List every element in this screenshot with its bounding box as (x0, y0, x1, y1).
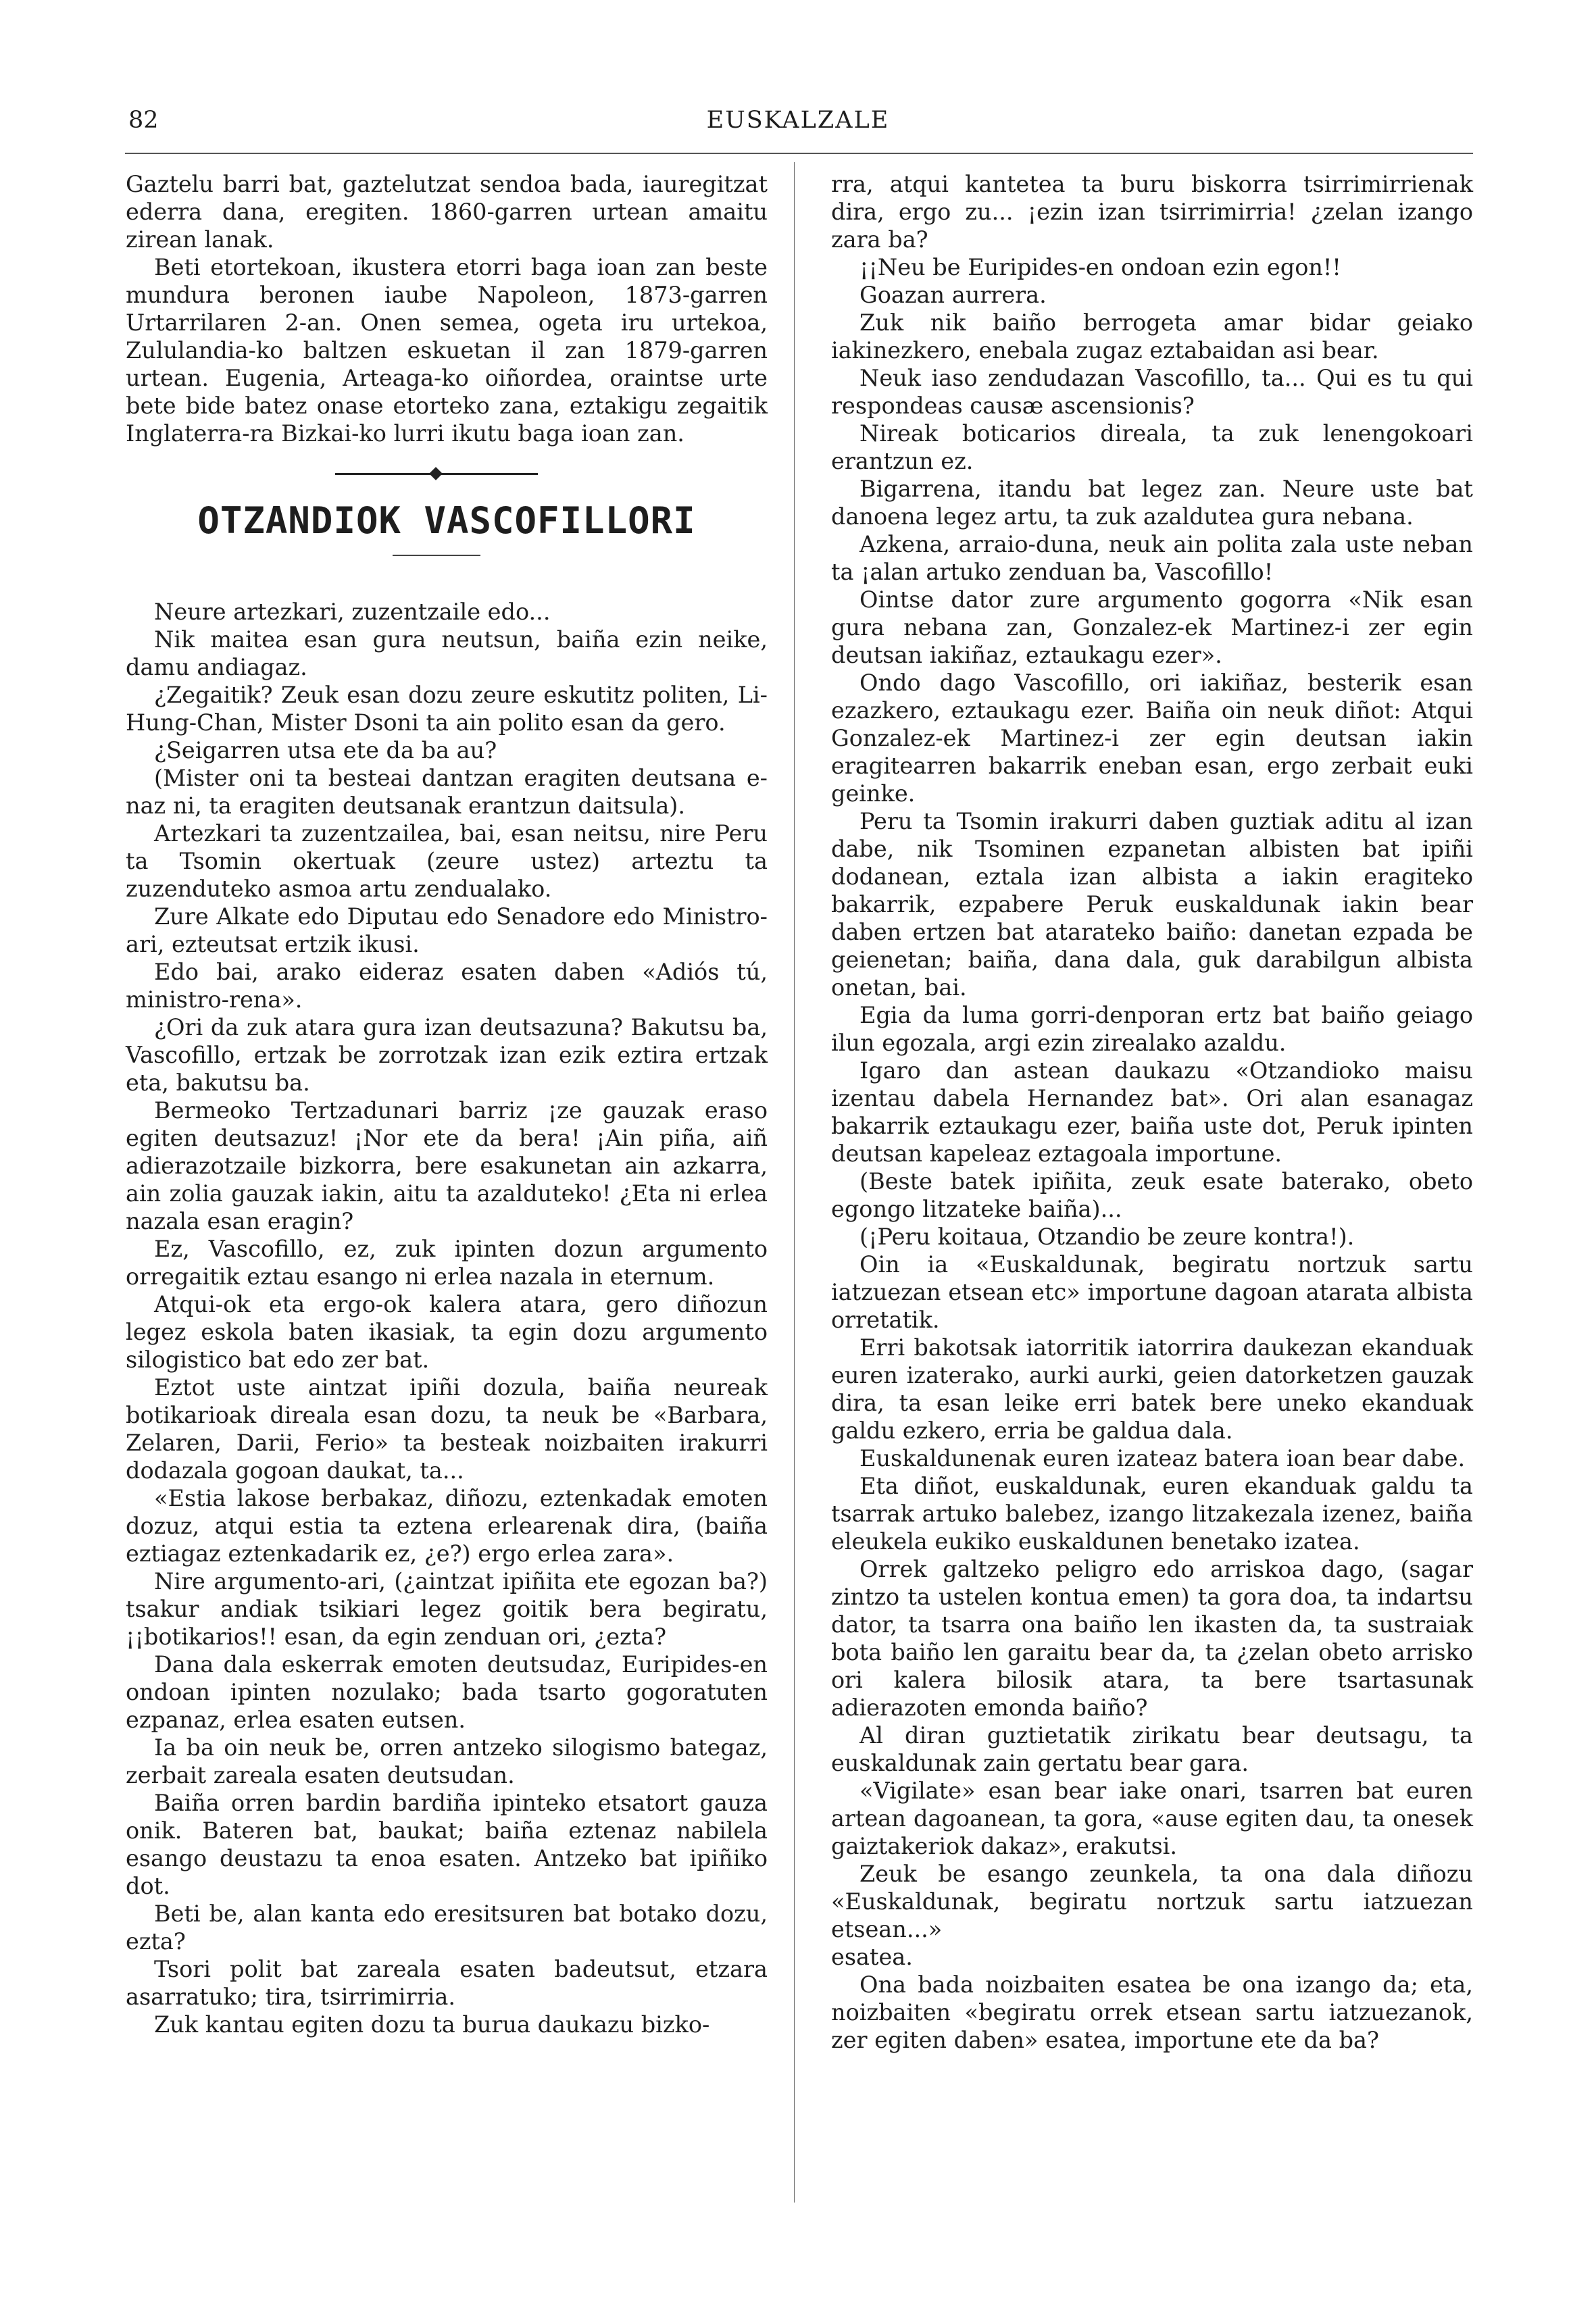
paragraph: (Mister oni ta besteai dantzan eragiten deutsana e-naz ni, ta eragiten deutsanak erantzun daitsula). (126, 765, 768, 819)
paragraph: Ointse dator zure argumento gogorra «Nik esan gura nebana zan, Gonzalez-ek Martinez-i zer egin deutsan iakiñaz, eztaukagu ezer». (831, 586, 1473, 668)
paragraph: Bermeoko Tertzadunari barriz ¡ze gauzak eraso egiten deutsazuz! ¡Nor ete da bera! ¡Ain piña, aiñ adierazotzaile bizkorra, bere esakunetan ain azkarra, ain zolia gauzak iakin, aitu ta azalduteko! ¿Eta ni erlea nazala esan eragin? (126, 1097, 768, 1234)
paragraph: Igaro dan astean daukazu «Otzandioko maisu izentau dabela Hernandez bat». Ori alan esanagaz bakarrik eztaukagu ezer, baiña uste dot, Peruk ipinten deutsan kapeleaz eztagoala importune. (831, 1057, 1473, 1167)
paragraph: Euskaldunenak euren izateaz batera ioan bear dabe. (859, 1445, 1466, 1472)
paragraph: «Estia lakose berbakaz, diñozu, eztenkadak emoten dozuz, atqui estia ta eztena erlearenak dira, (baiña eztiagaz eztenkadarik ez, ¿e?) ergo erlea zara». (126, 1485, 768, 1567)
paragraph: Neure artezkari, zuzentzaile edo... (154, 599, 551, 625)
paragraph: ¿Seigarren utsa ete da ba au? (154, 737, 497, 763)
paragraph: Oin ia «Euskaldunak, begiratu nortzuk sartu iatzuezan etsean etc» importune dagoan atarata albista orretatik. (831, 1251, 1473, 1333)
paragraph: ¿Zegaitik? Zeuk esan dozu zeure eskutitz politen, Li-Hung-Chan, Mister Dsoni ta ain polito esan da gero. (126, 682, 768, 736)
paragraph: Nireak boticarios direala, ta zuk lenengokoari erantzun ez. (831, 420, 1473, 474)
article-title: OTZANDIOK VASCOFILLORI (197, 499, 696, 542)
paragraph: ¡¡Neu be Euripides-en ondoan ezin egon!! (859, 254, 1341, 280)
paragraph: Azkena, arraio-duna, neuk ain polita zala uste neban ta ¡alan artuko zenduan ba, Vascofillo! (831, 531, 1473, 585)
paragraph: Zuk kantau egiten dozu ta burua daukazu bizko- (154, 2011, 710, 2038)
paragraph: (¡Peru koitaua, Otzandio be zeure kontra!). (859, 1224, 1355, 1250)
paragraph: Eta diñot, euskaldunak, euren ekanduak galdu ta tsarrak artuko balebez, izango litzakezala izenez, baiña eleukela eukiko euskaldunen benetako izatea. (831, 1473, 1473, 1555)
running-title: EUSKALZALE (706, 107, 890, 134)
paragraph: Zure Alkate edo Diputau edo Senadore edo Ministro-ari, ezteutsat ertzik ikusi. (126, 903, 768, 957)
paragraph: Egia da luma gorri-denporan ertz bat baiño geiago ilun egozala, argi ezin zirealako azaldu. (831, 1002, 1473, 1056)
page-number: 82 (128, 107, 159, 134)
paragraph: esatea. (831, 1944, 913, 1970)
left-column (126, 170, 768, 2038)
paragraph: Beti etortekoan, ikustera etorri baga ioan zan beste mundura beronen iaube Napoleon, 1873-garren Urtarrilaren 2-an. Onen semea, ogeta iru urtekoa, Zululandia-ko baltzen eskuetan il zan 1879-garren urtean. Eugenia, Arteaga-ko oiñordea, oraintse urte bete bide batez onase etorteko zana, eztakigu zegaitik Inglaterra-ra Bizkai-ko lurri ikutu baga ioan zan. (126, 254, 768, 447)
paragraph: ¿Ori da zuk atara gura izan deutsazuna? Bakutsu ba, Vascofillo, ertzak be zorrotzak izan ezik eztira ertzak eta, bakutsu ba. (126, 1014, 768, 1096)
paragraph: Erri bakotsak iatorritik iatorrira daukezan ekanduak euren izaterako, aurki aurki, geien datorketzen gauzak dira, ta esan leike erri batek bere uneko ekanduak galdu ezkero, erria be galdua dala. (831, 1334, 1473, 1444)
paragraph: rra, atqui kantetea ta buru biskorra tsirrimirrienak dira, ergo zu... ¡ezin izan tsirrimirria! ¿zelan izango zara ba? (831, 171, 1473, 253)
paragraph: Nire argumento-ari, (¿aintzat ipiñita ete egozan ba?) tsakur andiak tsikiari legez goitik bera begiratu, ¡¡botikarios!! esan, da egin zenduan ori, ¿ezta? (126, 1568, 768, 1650)
paragraph: Atqui-ok eta ergo-ok kalera atara, gero diñozun legez eskola baten ikasiak, ta egin dozu argumento silogistico bat edo zer bat. (126, 1291, 768, 1373)
paragraph: Edo bai, arako eideraz esaten daben «Adiós tú, ministro-rena». (126, 959, 768, 1013)
paragraph: «Vigilate» esan bear iake onari, tsarren bat euren artean dagoanean, ta gora, «ause egiten dau, ta onesek gaiztakeriok dakaz», erakutsi. (831, 1778, 1473, 1859)
paragraph: Tsori polit bat zareala esaten badeutsut, etzara asarratuko; tira, tsirrimirria. (126, 1956, 768, 2010)
paragraph: Gaztelu barri bat, gaztelutzat sendoa bada, iauregitzat ederra dana, eregiten. 1860-garren urtean amaitu zirean lanak. (126, 171, 768, 253)
paragraph: Ona bada noizbaiten esatea be ona izango da; eta, noizbaiten «begiratu orrek etsean sartu iatzuezanok, zer egiten daben» esatea, importune ete da ba? (831, 1971, 1473, 2053)
column-divider (794, 162, 795, 2203)
ornament-divider (126, 447, 768, 486)
paragraph: Nik maitea esan gura neutsun, baiña ezin neike, damu andiagaz. (126, 626, 768, 680)
paragraph: Artezkari ta zuzentzailea, bai, esan neitsu, nire Peru ta Tsomin okertuak (zeure ustez) arteztu ta zuzenduteko asmoa artu zendualako. (126, 820, 768, 902)
paragraph: Baiña orren bardin bardiña ipinteko etsatort gauza onik. Bateren bat, baukat; baiña eztenaz nabilela esango deustazu ta enoa esaten. Antzeko bat ipiñiko dot. (126, 1790, 768, 1899)
paragraph: Zuk nik baiño berrogeta amar bidar geiako iakinezkero, enebala zugaz eztabaidan asi bear. (831, 309, 1473, 363)
paragraph: Orrek galtzeko peligro edo arriskoa dago, (sagar zintzo ta ustelen kontua emen) ta gora doa, ta indartsu dator, ta tsarra ona baiño len ikasten da, ta sustraiak bota baiño len garaitu bear da, ta ¿zelan obeto arrisko ori kalera bilosik atara, ta bere tsartasunak adierazoten emonda baiño? (831, 1556, 1473, 1721)
paragraph: Neuk iaso zendudazan Vascofillo, ta... Qui es tu qui respondeas causæ ascensionis? (831, 365, 1473, 419)
paragraph: Bigarrena, itandu bat legez zan. Neure uste bat danoena legez artu, ta zuk azaldutea gura nebana. (831, 476, 1473, 530)
header-rule (125, 153, 1473, 154)
paragraph: Peru ta Tsomin irakurri daben guztiak aditu al izan dabe, nik Tsominen ezpanetan albisten bat ipiñi dodanean, eztala izan albista a iakin eragiteko bakarrik, ezpabere Peruk euskaldunak iakin bear daben ertzen bat atarateko baiño: danetan ezpada be geienetan; baiña, dana dala, guk darabilgun albista onetan, bai. (831, 808, 1473, 1001)
paragraph: Beti be, alan kanta edo eresitsuren bat botako dozu, ezta? (126, 1901, 768, 1955)
paragraph: (Beste batek ipiñita, zeuk esate baterako, obeto egongo litzateke baiña)... (831, 1168, 1473, 1222)
paragraph: Zeuk be esango zeunkela, ta ona dala diñozu «Euskaldunak, begiratu nortzuk sartu iatzuezan etsean...» (831, 1861, 1473, 1942)
title-underline (126, 549, 768, 598)
paragraph: Goazan aurrera. (859, 282, 1047, 308)
paragraph: Ondo dago Vascofillo, ori iakiñaz, besterik esan ezazkero, eztaukagu ezer. Baiña oin neuk diñot: Atqui Gonzalez-ek Martinez-i zer egin deutsan iakin eragitearren bakarrik eneban esan, ergo zerbait euki geinke. (831, 670, 1473, 807)
right-column (831, 170, 1473, 2054)
paragraph: Dana dala eskerrak emoten deutsudaz, Euripides-en ondoan ipinten nozulako; bada tsarto gogoratuten ezpanaz, erlea esaten eutsen. (126, 1651, 768, 1733)
paragraph: Al diran guztietatik zirikatu bear deutsagu, ta euskaldunak zain gertatu bear gara. (831, 1722, 1473, 1776)
page-header (0, 107, 1596, 147)
paragraph: Ez, Vascofillo, ez, zuk ipinten dozun argumento orregaitik eztau esango ni erlea nazala in eternum. (126, 1236, 768, 1290)
paragraph: Eztot uste aintzat ipiñi dozula, baiña neureak botikarioak direala esan dozu, ta neuk be «Barbara, Zelaren, Darii, Ferio» ta besteak noizbaiten irakurri dodazala gogoan daukat, ta... (126, 1374, 768, 1484)
paragraph: Ia ba oin neuk be, orren antzeko silogismo bategaz, zerbait zareala esaten deutsudan. (126, 1734, 768, 1788)
